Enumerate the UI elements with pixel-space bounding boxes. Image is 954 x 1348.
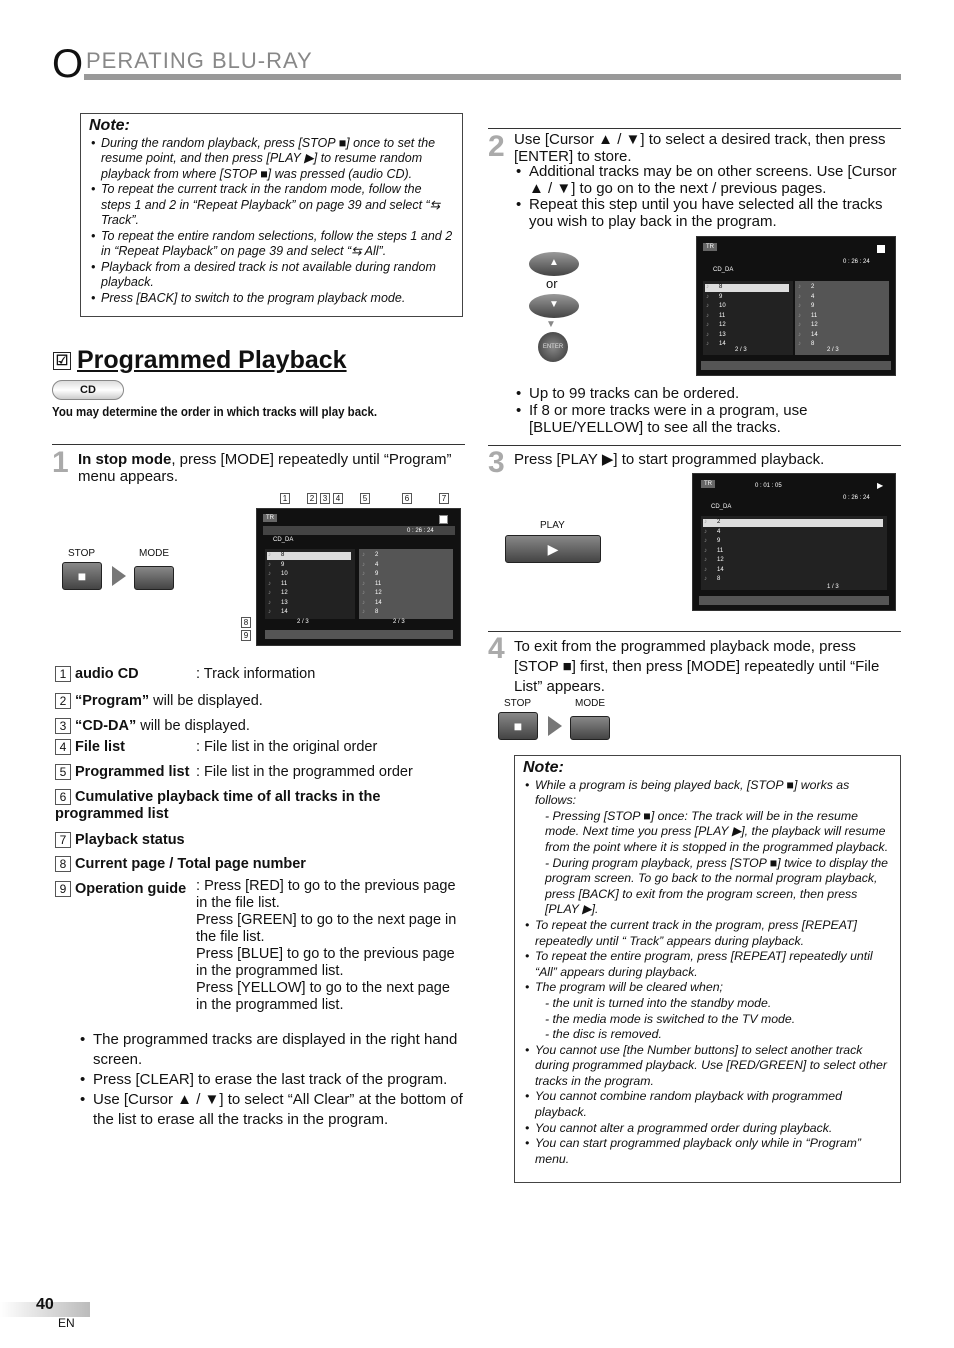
disc-icon: ♪: [362, 609, 365, 615]
track-row: ♪ 4: [362, 561, 379, 568]
disc-icon: ♪: [798, 331, 801, 338]
page-left: 2 / 3: [735, 347, 747, 353]
disc-icon: ♪: [704, 538, 707, 544]
disc-icon: ♪: [798, 312, 801, 319]
note-item: • While a program is being played back, [STOP ■] works as follows:: [523, 778, 892, 809]
stop-label: STOP: [504, 698, 532, 709]
disc-icon: ♪: [706, 331, 709, 338]
track-row: ♪ 8: [362, 609, 379, 615]
language-label: EN: [58, 1316, 75, 1330]
disc-icon: ♪: [706, 303, 709, 309]
divider: [488, 445, 901, 446]
stop-status-icon: [877, 245, 885, 253]
program-screen: [696, 236, 896, 376]
legend-item: 6 Cumulative playback time of all tracks in the programmed list: [55, 789, 381, 822]
callout: 9: [241, 630, 251, 641]
bullet-item: • Repeat this step until you have selected all the tracks you wish to play back in the program.: [514, 197, 899, 230]
track-row: ♪ 11: [362, 580, 382, 587]
callout: 6: [402, 493, 412, 504]
disc-icon: ♪: [798, 293, 801, 300]
note-item: - the unit is turned into the standby mode.: [545, 995, 772, 1010]
arrow-down-icon: ▼: [546, 319, 556, 330]
checkbox-icon: ☑: [53, 352, 71, 370]
disc-icon: ♪: [268, 552, 271, 558]
note-item: - Pressing [STOP ■] once: The track will be in the resume mode. Next time you press [PLAY ▶], the playback will resume from the point where it is stopped in the programmed playback.: [545, 808, 889, 854]
stop-icon: ■: [77, 568, 87, 584]
track-row: ♪ 11: [704, 547, 724, 554]
track-row: ♪ 10: [706, 303, 726, 309]
divider: [52, 444, 465, 445]
track-row: ♪ 14: [706, 341, 726, 347]
legend-item: 3 “CD-DA” will be displayed.: [55, 718, 250, 735]
page-right: 2 / 3: [827, 347, 839, 353]
page-left: 2 / 3: [297, 619, 309, 625]
operation-guide: [701, 361, 891, 370]
track-row: ♪ 12: [268, 590, 288, 596]
callout: 5: [360, 493, 370, 504]
track-row: ♪ 12: [362, 590, 382, 596]
note-item: • To repeat the entire program, press [REPEAT] repeatedly until “All” appears during playback.: [523, 949, 892, 980]
disc-icon: ♪: [362, 599, 365, 606]
legend-item: 2 “Program” will be displayed.: [55, 693, 263, 710]
note-item: • The program will be cleared when;: [523, 980, 892, 996]
bullet-item: • If 8 or more tracks were in a program, use [BLUE/YELLOW] to see all the tracks.: [514, 402, 899, 436]
track-row: ♪ 4: [798, 293, 815, 300]
track-row: ♪ 13: [706, 331, 726, 338]
stop-status-icon: [439, 515, 448, 524]
file-list: [703, 281, 793, 355]
disc-icon: ♪: [798, 322, 801, 328]
cursor-up-button[interactable]: [529, 252, 579, 276]
track-row: ♪ 14: [268, 609, 288, 615]
track-row: ♪ 8: [798, 341, 815, 347]
bullet-item: • Additional tracks may be on other screens. Use [Cursor ▲ / ▼] to go on to the next / previous pages.: [514, 164, 899, 197]
header-initial: O: [52, 42, 84, 86]
step4-text: To exit from the programmed playback mode, press [STOP ■] first, then press [MODE] repeatedly until “File List” appears.: [514, 638, 880, 695]
play-icon: ▶: [547, 541, 559, 557]
bullet-item: • Use [Cursor ▲ / ▼] to select “All Clear” at the bottom of the list to erase all the tracks in the program.: [78, 1090, 463, 1130]
note-item: • Press [BACK] to switch to the program playback mode.: [89, 291, 454, 307]
arrow-right-icon: [112, 566, 126, 586]
note-item: • Playback from a desired track is not available during random playback.: [89, 260, 454, 291]
step-number: 1: [52, 446, 69, 479]
note-item: • You cannot combine random playback with programmed playback.: [523, 1089, 892, 1120]
operation-guide: [699, 596, 889, 605]
disc-icon: ♪: [268, 599, 271, 606]
total-time: 0 : 26 : 24: [843, 259, 870, 265]
track-row: ♪ 4: [704, 528, 721, 535]
divider: [488, 631, 901, 632]
note-item: • You cannot use [the Number buttons] to select another track during programmed playback. Use [RED/GREEN] to select other tracks in the program.: [523, 1043, 892, 1090]
step1-text: [78, 451, 468, 485]
disc-icon: ♪: [362, 561, 365, 568]
note-item: • You cannot alter a programmed order during playback.: [523, 1121, 892, 1137]
tr-label: TR: [263, 514, 277, 522]
track-row: ♪ 14: [798, 331, 818, 338]
disc-icon: ♪: [704, 519, 707, 525]
program-list: [701, 516, 887, 590]
step-number: 4: [488, 632, 505, 665]
track-row: ♪ 10: [268, 571, 288, 577]
total-time: 0 : 26 : 24: [407, 528, 434, 534]
disc-icon: ♪: [704, 566, 707, 573]
mode-button[interactable]: [570, 716, 610, 740]
header-bar: [84, 74, 901, 80]
or-label: or: [546, 276, 558, 291]
cd-badge: CD: [52, 380, 124, 400]
enter-button[interactable]: ENTER: [538, 332, 568, 362]
bullet-item: • The programmed tracks are displayed in the right hand screen.: [78, 1030, 463, 1070]
disc-icon: ♪: [706, 341, 709, 347]
disc-icon: ♪: [268, 571, 271, 577]
total-time: 0 : 26 : 24: [843, 495, 870, 501]
legend-item: 4 File list : File list in the original order: [55, 739, 465, 756]
legend-item: 5 Programmed list : File list in the programmed order: [55, 764, 465, 781]
disc-icon: ♪: [798, 341, 801, 347]
track-row: ♪ 2: [362, 552, 379, 558]
mode-label: MODE: [575, 698, 605, 709]
disc-icon: ♪: [706, 284, 709, 290]
disc-icon: ♪: [362, 590, 365, 596]
page-indicator: 1 / 3: [827, 584, 839, 590]
section-title-text: Programmed Playback: [77, 346, 347, 374]
cd-da-label: CD_DA: [713, 267, 734, 273]
disc-icon: ♪: [268, 609, 271, 615]
disc-icon: ♪: [704, 576, 707, 582]
step2-after: [514, 385, 899, 436]
note-item: • You can start programmed playback only while in “Program” menu.: [523, 1136, 892, 1167]
note-item: • To repeat the current track in the random mode, follow the steps 1 and 2 in “Repeat Playback” on page 39 and select “⇆ Track”.: [89, 182, 454, 229]
note-box-program: [514, 755, 901, 1183]
playback-screen: [692, 473, 896, 611]
disc-icon: ♪: [362, 552, 365, 558]
callout: 4: [333, 493, 343, 504]
page-number: 40: [36, 1296, 54, 1313]
file-list: [265, 549, 355, 619]
divider: [488, 128, 901, 129]
guide-text: : Press [RED] to go to the previous page in the file list. Press [GREEN] to go to the next page in the file list. Press [BLUE] to go to the previous page in the programmed list. Press [YELLOW] to go to the next page in the programmed list.: [196, 878, 457, 1013]
down-arrow-icon: ▼: [549, 299, 559, 310]
callout: 7: [439, 493, 449, 504]
header-title: PERATING BLU-RAY: [86, 48, 313, 73]
track-row: ♪ 2: [798, 284, 815, 290]
callout: 3: [320, 493, 330, 504]
disc-icon: ♪: [798, 284, 801, 290]
programmed-list: [359, 549, 453, 619]
disc-icon: ♪: [706, 293, 709, 300]
track-row: ♪ 13: [268, 599, 288, 606]
note-title: Note:: [523, 759, 564, 776]
track-row: ♪ 8: [704, 576, 721, 582]
arrow-right-icon: [548, 716, 562, 736]
step2-bullets: [514, 164, 899, 230]
note-item: • To repeat the current track in the program, press [REPEAT] repeatedly until “ Track” appears during playback.: [523, 918, 892, 949]
bullet-item: • Up to 99 tracks can be ordered.: [514, 385, 899, 402]
callout: 8: [241, 617, 251, 628]
note-item: • During the random playback, press [STOP ■] once to set the resume point, and then press [PLAY ▶] to resume random playback from where [STOP ■] was pressed (audio CD).: [89, 136, 454, 183]
track-row: ♪ 2: [703, 519, 883, 527]
operation-guide: [265, 630, 453, 639]
disc-icon: ♪: [798, 303, 801, 309]
play-status-icon: ▶: [877, 481, 884, 490]
tr-label: TR: [703, 243, 717, 251]
cd-da-label: CD_DA: [711, 504, 732, 510]
track-row: ♪ 11: [268, 580, 288, 587]
stop-label: STOP: [68, 548, 96, 559]
disc-icon: ♪: [704, 528, 707, 535]
track-row: ♪ 9: [268, 561, 285, 568]
track-row: ♪ 9: [798, 303, 815, 309]
stop-button[interactable]: [62, 562, 102, 590]
track-row: ♪ 9: [706, 293, 723, 300]
callout-row: [280, 493, 470, 505]
disc-icon: ♪: [706, 312, 709, 319]
note-box-random: [80, 113, 463, 317]
note-list: [89, 136, 454, 307]
disc-icon: ♪: [268, 580, 271, 587]
disc-icon: ♪: [704, 557, 707, 563]
step2-text: Use [Cursor ▲ / ▼] to select a desired track, then press [ENTER] to store.: [514, 131, 886, 165]
play-button[interactable]: [505, 535, 601, 563]
note-item: - the media mode is switched to the TV mode.: [545, 1011, 796, 1026]
track-row: ♪ 9: [362, 571, 379, 577]
tr-label: TR: [701, 480, 715, 488]
track-row: ♪ 12: [706, 322, 726, 328]
programmed-list: [795, 281, 889, 355]
legend-item: 8 Current page / Total page number: [55, 856, 306, 873]
track-row: ♪ 11: [706, 312, 726, 319]
disc-icon: ♪: [362, 571, 365, 577]
step-number: 2: [488, 130, 505, 163]
callout: 2: [307, 493, 317, 504]
section-subtitle: You may determine the order in which tracks will play back.: [52, 405, 378, 419]
up-arrow-icon: ▲: [549, 257, 559, 268]
bullet-list: [78, 1030, 463, 1130]
track-row: ♪ 14: [362, 599, 382, 606]
legend-item: 1 audio CD : Track information: [55, 666, 465, 683]
track-row: ♪ 9: [704, 538, 721, 544]
track-row: ♪ 8: [267, 552, 351, 560]
step3-text: Press [PLAY ▶] to start programmed playback.: [514, 451, 825, 468]
mode-button[interactable]: [134, 566, 174, 590]
step-number: 3: [488, 446, 505, 479]
callout: 1: [280, 493, 290, 504]
cursor-down-button[interactable]: [529, 294, 579, 318]
stop-icon: ■: [513, 718, 523, 734]
bullet-item: • Press [CLEAR] to erase the last track of the program.: [78, 1070, 463, 1090]
stop-button[interactable]: [498, 712, 538, 740]
play-label: PLAY: [540, 520, 565, 531]
legend-item: 9 Operation guide: [55, 881, 186, 898]
disc-icon: ♪: [706, 322, 709, 328]
note-item: • To repeat the entire random selections, follow the steps 1 and 2 in “Repeat Playback” on page 39 and select “⇆ All”.: [89, 229, 454, 260]
track-row: ♪ 12: [704, 557, 724, 563]
step1-rest: , press [MODE] repeatedly until “Program” menu appears.: [78, 451, 452, 485]
disc-icon: ♪: [704, 547, 707, 554]
note-item: - the disc is removed.: [545, 1027, 662, 1042]
cd-da-label: CD_DA: [273, 537, 294, 543]
page-right: 2 / 3: [393, 619, 405, 625]
program-screen: [256, 508, 461, 646]
track-row: ♪ 14: [704, 566, 724, 573]
disc-icon: ♪: [268, 561, 271, 568]
note-item: - During program playback, press [STOP ■] twice to display the program screen. To go back to the normal program playback, press [BACK] to exit from the program screen, then press [PLAY ▶].: [545, 855, 888, 917]
section-title: [53, 346, 347, 375]
mode-label: MODE: [139, 548, 169, 559]
legend-item: 7 Playback status: [55, 832, 185, 849]
note-list: [523, 778, 892, 1168]
disc-icon: ♪: [362, 580, 365, 587]
track-row: ♪ 11: [798, 312, 818, 319]
disc-icon: ♪: [268, 590, 271, 596]
track-row: ♪ 12: [798, 322, 818, 328]
note-title: Note:: [89, 117, 130, 134]
step1-bold: In stop mode: [78, 451, 172, 468]
elapsed-time: 0 : 01 : 05: [755, 483, 782, 489]
track-row: ♪ 8: [705, 284, 789, 292]
